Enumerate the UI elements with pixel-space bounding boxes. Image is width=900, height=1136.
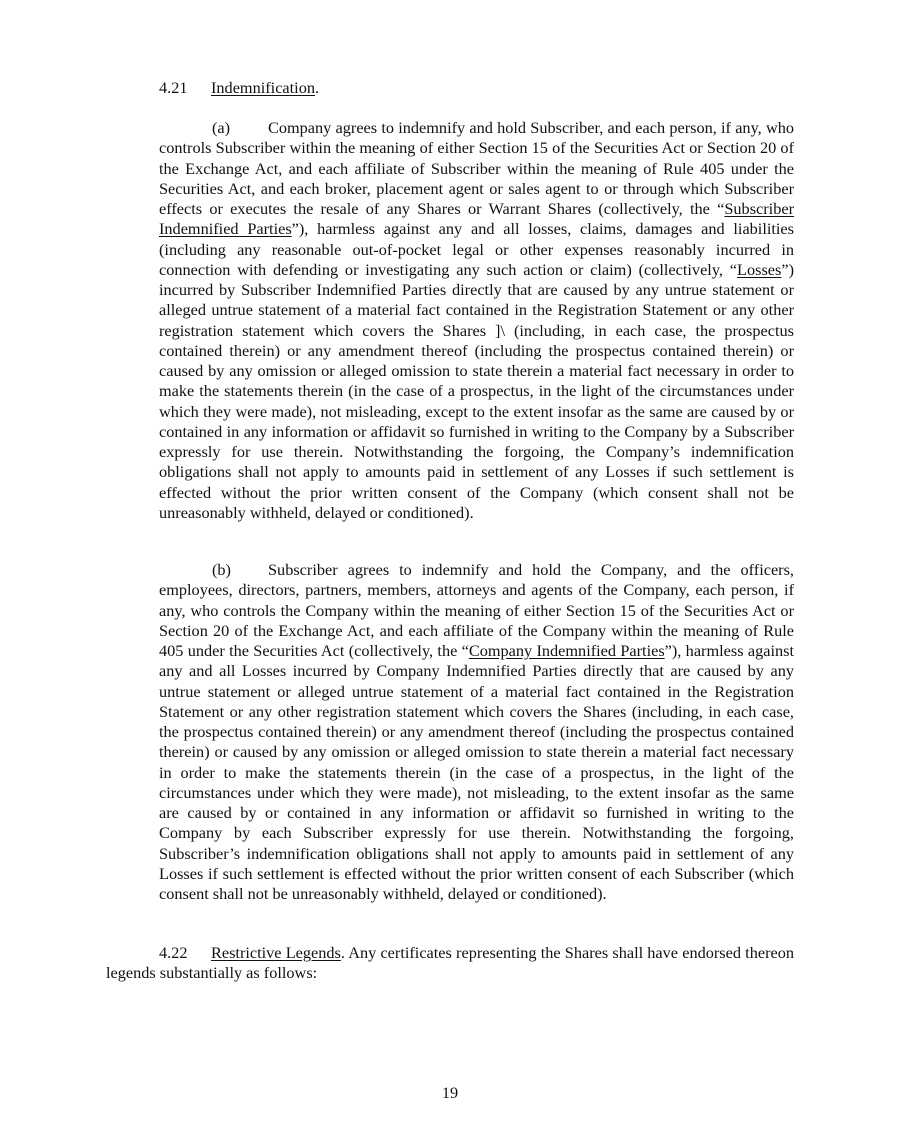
- section-4-21-heading: [159, 78, 799, 98]
- section-text: . Any certificates representing the Shares shall have endorsed thereon legends substantially as follows:: [106, 943, 794, 983]
- defined-term: Company Indemnified Parties: [468, 641, 665, 660]
- section-title: Restrictive Legends: [211, 943, 341, 962]
- section-number: 4.21: [159, 78, 188, 97]
- defined-term: Losses: [737, 259, 782, 279]
- section-title-suffix: .: [314, 78, 320, 97]
- paragraph-text: Company agrees to indemnify and hold Subscriber, and each person, if any, who controls Subscriber within the meaning of either Section 15 of the Securities Act or Section 20 of the Exchange Act, and each affiliate of Subscriber within the meaning of Rule 405 under the Securities Act, and each broker, placement agent or sales agent to or through which Subscriber effects or executes the resale of any Shares or Warrant Shares (collectively, the “: [159, 118, 794, 218]
- paragraph-text: ”), harmless against any and all Losses incurred by Company Indemnified Parties directly that are caused by any untrue statement or alleged untrue statement of a material fact contained in the Registration Statement or any other registration statement which covers the Shares (including, in each case, the prospectus contained therein) or any amendment thereof (including the prospectus contained therein) or caused by any omission or alleged omission to state therein a material fact necessary in order to make the statements therein (in the case of a prospectus, in the light of the circumstances under which they were made), not misleading, to the extent insofar as the same are caused by or contained in any information or affidavit so furnished in writing to the Company by each Subscriber expressly for use therein. Notwithstanding the forgoing, Subscriber’s indemnification obligations shall not apply to amounts paid in settlement of any Losses if such settlement is effected without the prior written consent of each Subscriber (which consent shall not be unreasonably withheld, delayed or conditioned).: [159, 641, 794, 903]
- paragraph-b: [159, 560, 794, 904]
- page-number: 19: [441, 1083, 459, 1102]
- paragraph-label: (b): [212, 560, 231, 579]
- paragraph-label: (a): [212, 118, 231, 137]
- paragraph-text: Subscriber agrees to indemnify and hold the Company, and the officers, employees, directors, partners, members, attorneys and agents of the Company, each person, if any, who controls the Company within the meaning of either Section 15 of the Securities Act or Section 20 of the Exchange Act, and each affiliate of the Company within the meaning of Rule 405 under the Securities Act (collectively, the “: [159, 560, 794, 660]
- section-4-22: [106, 943, 794, 984]
- section-title: Indemnification: [211, 78, 315, 97]
- section-number: 4.22: [159, 943, 188, 962]
- paragraph-text: ”) incurred by Subscriber Indemnified Parties directly that are caused by any untrue statement or alleged untrue statement of a material fact contained in the Registration Statement or any other registration statement which covers the Shares ]\ (including, in each case, the prospectus contained therein) or any amendment thereof (including the prospectus contained therein) or caused by any omission or alleged omission to state therein a material fact necessary in order to make the statements therein (in the case of a prospectus, in the light of the circumstances under which they were made), not misleading, except to the extent insofar as the same are caused by or contained in any information or affidavit so furnished in writing to the Company by a Subscriber expressly for use therein. Notwithstanding the forgoing, the Company’s indemnification obligations shall not apply to amounts paid in settlement of any Losses if such settlement is effected without the prior written consent of the Company (which consent shall not be unreasonably withheld, delayed or conditioned).: [159, 259, 794, 522]
- defined-term: Subscriber Indemnified Parties: [159, 199, 794, 239]
- paragraph-text: ”), harmless against any and all losses, claims, damages and liabilities (including any reasonable out-of-pocket legal or other expenses reasonably incurred in connection with defending or investigating any such action or claim) (collectively, “: [159, 219, 794, 279]
- paragraph-a: [159, 118, 794, 523]
